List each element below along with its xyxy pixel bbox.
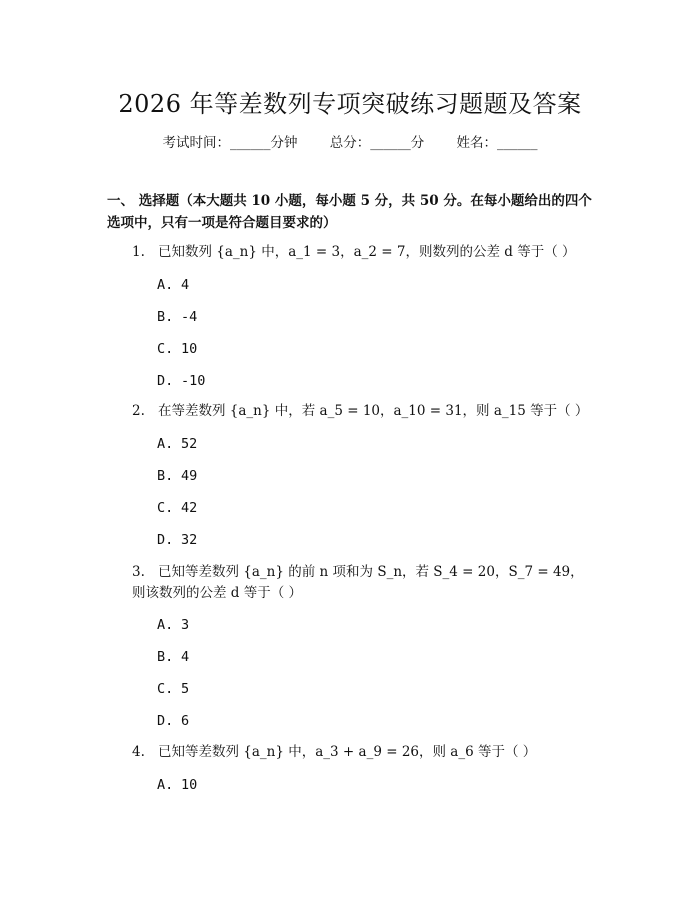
q3-option-d bbox=[157, 712, 189, 730]
q2-option-d bbox=[157, 531, 197, 549]
option-value: 42 bbox=[181, 500, 198, 516]
option-value: 49 bbox=[181, 468, 198, 484]
exam-meta bbox=[0, 131, 700, 151]
q3-option-a bbox=[157, 616, 189, 634]
option-value: 4 bbox=[181, 649, 190, 665]
q3-option-c bbox=[157, 680, 189, 698]
q1-option-b bbox=[157, 308, 197, 326]
q2-option-a bbox=[157, 435, 197, 453]
option-letter: D. bbox=[157, 373, 174, 389]
question-text: 已知数列 {a_n} 中，a_1 = 3，a_2 = 7，则数列的公差 d 等于（ ） bbox=[158, 244, 576, 260]
option-letter: B. bbox=[157, 468, 174, 484]
section-heading: 一、 选择题（本大题共 10 小题，每小题 5 分，共 50 分。在每小题给出的四个选项中，只有一项是符合题目要求的） bbox=[107, 193, 592, 231]
question-number: 1. bbox=[132, 244, 145, 260]
option-value: 5 bbox=[181, 681, 190, 697]
question-text: 已知等差数列 {a_n} 的前 n 项和为 S_n，若 S_4 = 20，S_7 = 49，则该数列的公差 d 等于（ ） bbox=[132, 564, 584, 601]
option-value: -4 bbox=[181, 309, 198, 325]
q2-option-c bbox=[157, 499, 197, 517]
option-letter: D. bbox=[157, 532, 174, 548]
q2-option-b bbox=[157, 467, 197, 485]
q1-option-d bbox=[157, 372, 205, 390]
option-letter: C. bbox=[157, 500, 174, 516]
option-value: 10 bbox=[181, 341, 198, 357]
total-score-field: 总分：______分 bbox=[329, 135, 425, 151]
question-1 bbox=[132, 242, 594, 263]
student-name-field: 姓名：______ bbox=[456, 135, 538, 151]
option-letter: C. bbox=[157, 341, 174, 357]
question-text: 在等差数列 {a_n} 中，若 a_5 = 10，a_10 = 31，则 a_15 等于（ ） bbox=[158, 403, 589, 419]
q1-option-c bbox=[157, 340, 197, 358]
page-title: 2026 年等差数列专项突破练习题题及答案 bbox=[118, 90, 582, 118]
question-number: 4. bbox=[132, 744, 145, 760]
option-letter: C. bbox=[157, 681, 174, 697]
option-letter: B. bbox=[157, 649, 174, 665]
exam-time-field: 考试时间：______分钟 bbox=[162, 135, 298, 151]
option-value: 10 bbox=[181, 777, 198, 793]
question-4 bbox=[132, 742, 594, 763]
question-3 bbox=[132, 562, 594, 604]
option-value: 4 bbox=[181, 277, 190, 293]
option-value: -10 bbox=[181, 373, 206, 389]
q4-option-a bbox=[157, 776, 197, 794]
question-number: 2. bbox=[132, 403, 145, 419]
option-letter: D. bbox=[157, 713, 174, 729]
option-value: 32 bbox=[181, 532, 198, 548]
option-value: 6 bbox=[181, 713, 190, 729]
q3-option-b bbox=[157, 648, 189, 666]
option-value: 3 bbox=[181, 617, 190, 633]
option-letter: B. bbox=[157, 309, 174, 325]
question-text: 已知等差数列 {a_n} 中，a_3 + a_9 = 26，则 a_6 等于（ ） bbox=[158, 744, 537, 760]
question-2 bbox=[132, 401, 594, 422]
q1-option-a bbox=[157, 276, 189, 294]
option-letter: A. bbox=[157, 777, 174, 793]
option-letter: A. bbox=[157, 617, 174, 633]
option-letter: A. bbox=[157, 436, 174, 452]
option-value: 52 bbox=[181, 436, 198, 452]
question-number: 3. bbox=[132, 564, 145, 580]
option-letter: A. bbox=[157, 277, 174, 293]
